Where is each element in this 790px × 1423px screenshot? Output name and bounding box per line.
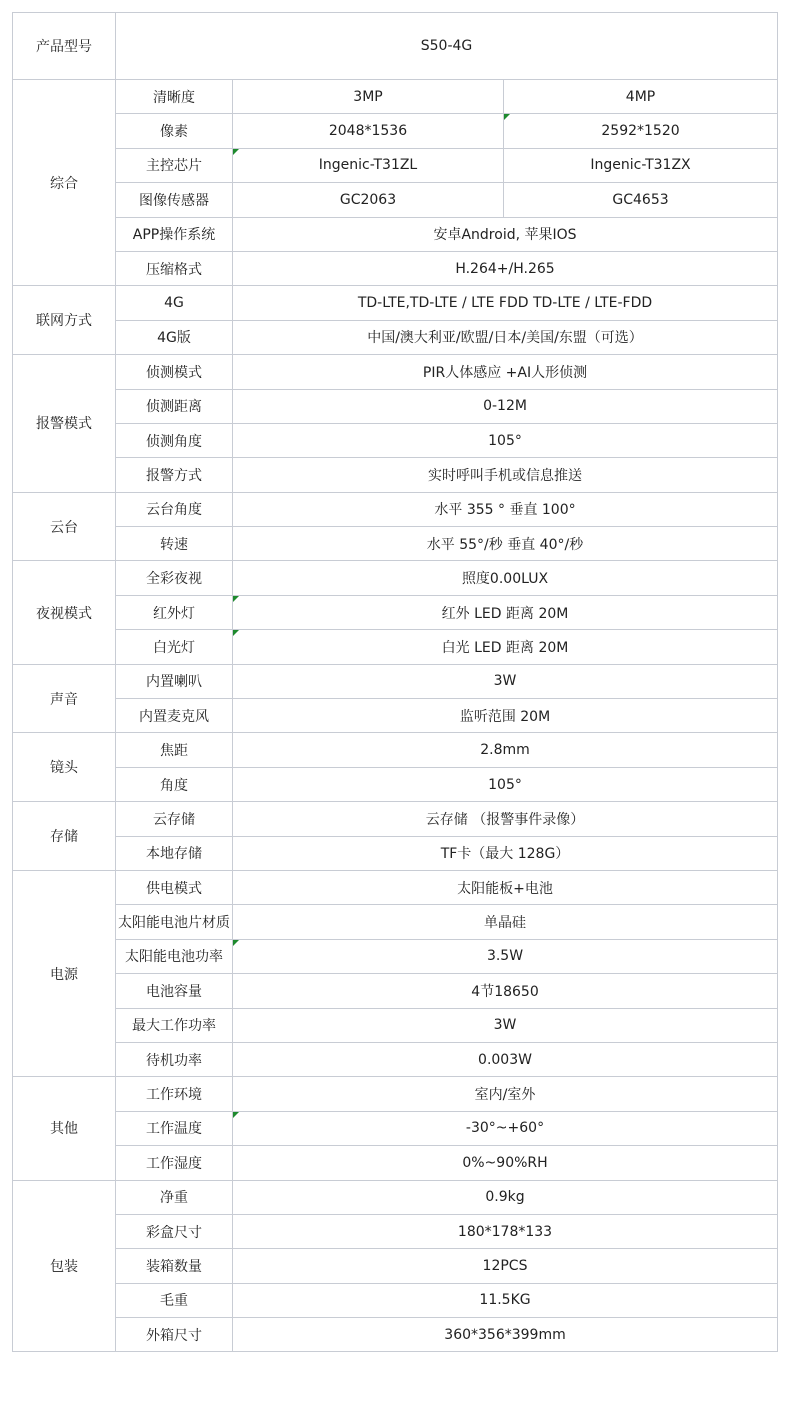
spec-row: [13, 355, 778, 389]
spec-value: 2592*1520: [504, 114, 778, 148]
spec-row: [13, 630, 778, 664]
spec-row: [13, 527, 778, 561]
spec-value: 照度0.00LUX: [233, 561, 778, 595]
spec-row: [13, 1008, 778, 1042]
spec-value: 0-12M: [233, 389, 778, 423]
spec-value: 实时呼叫手机或信息推送: [233, 458, 778, 492]
spec-row: [13, 492, 778, 526]
spec-label: 报警方式: [116, 458, 233, 492]
section-category: 夜视模式: [13, 561, 116, 664]
spec-value: 安卓Android, 苹果IOS: [233, 217, 778, 251]
spec-value: 太阳能板+电池: [233, 870, 778, 904]
spec-value: H.264+/H.265: [233, 251, 778, 285]
spec-label: 角度: [116, 767, 233, 801]
model-value: S50-4G: [116, 13, 778, 80]
spec-row: [13, 1249, 778, 1283]
spec-row: [13, 286, 778, 320]
spec-label: 图像传感器: [116, 183, 233, 217]
spec-row: [13, 458, 778, 492]
spec-value: 4MP: [504, 80, 778, 114]
spec-row: [13, 114, 778, 148]
spec-row: [13, 939, 778, 973]
spec-row: [13, 767, 778, 801]
spec-row: [13, 561, 778, 595]
spec-row: [13, 251, 778, 285]
spec-value: 105°: [233, 423, 778, 457]
spec-label: 像素: [116, 114, 233, 148]
spec-value: TD-LTE,TD-LTE / LTE FDD TD-LTE / LTE-FDD: [233, 286, 778, 320]
section-category: 电源: [13, 870, 116, 1076]
spec-row: [13, 836, 778, 870]
spec-row: [13, 1318, 778, 1352]
spec-row: [13, 423, 778, 457]
spec-row: [13, 217, 778, 251]
section-category: 包装: [13, 1180, 116, 1352]
spec-value: 12PCS: [233, 1249, 778, 1283]
spec-label: 彩盒尺寸: [116, 1214, 233, 1248]
section-category: 存储: [13, 802, 116, 871]
section-category: 其他: [13, 1077, 116, 1180]
spec-label: 供电模式: [116, 870, 233, 904]
spec-value: 监听范围 20M: [233, 699, 778, 733]
spec-label: 侦测距离: [116, 389, 233, 423]
spec-label: 毛重: [116, 1283, 233, 1317]
spec-value: 3.5W: [233, 939, 778, 973]
spec-value: -30°~+60°: [233, 1111, 778, 1145]
spec-value: 2.8mm: [233, 733, 778, 767]
spec-label: 外箱尺寸: [116, 1318, 233, 1352]
spec-label: 最大工作功率: [116, 1008, 233, 1042]
spec-value: 0.9kg: [233, 1180, 778, 1214]
spec-value: 云存储 （报警事件录像）: [233, 802, 778, 836]
spec-row: [13, 699, 778, 733]
spec-label: 太阳能电池功率: [116, 939, 233, 973]
spec-value: 单晶硅: [233, 905, 778, 939]
spec-value: 水平 355 ° 垂直 100°: [233, 492, 778, 526]
spec-label: 净重: [116, 1180, 233, 1214]
spec-label: 工作湿度: [116, 1146, 233, 1180]
spec-value: 360*356*399mm: [233, 1318, 778, 1352]
spec-row: [13, 733, 778, 767]
spec-label: 全彩夜视: [116, 561, 233, 595]
spec-row: [13, 1042, 778, 1076]
spec-value: PIR人体感应 +AI人形侦测: [233, 355, 778, 389]
spec-row: [13, 1180, 778, 1214]
spec-row: [13, 1214, 778, 1248]
spec-value: 水平 55°/秒 垂直 40°/秒: [233, 527, 778, 561]
spec-label: 红外灯: [116, 595, 233, 629]
spec-row: [13, 664, 778, 698]
spec-row: [13, 595, 778, 629]
spec-label: 待机功率: [116, 1042, 233, 1076]
spec-value: 红外 LED 距离 20M: [233, 595, 778, 629]
spec-value: GC2063: [233, 183, 504, 217]
spec-label: 工作温度: [116, 1111, 233, 1145]
spec-value: 180*178*133: [233, 1214, 778, 1248]
spec-value: Ingenic-T31ZX: [504, 148, 778, 182]
spec-label: 4G: [116, 286, 233, 320]
spec-value: 3W: [233, 1008, 778, 1042]
spec-row: [13, 1283, 778, 1317]
spec-label: 焦距: [116, 733, 233, 767]
spec-label: 内置麦克风: [116, 699, 233, 733]
spec-value: 中国/澳大利亚/欧盟/日本/美国/东盟（可选）: [233, 320, 778, 354]
spec-row: [13, 1111, 778, 1145]
spec-value: 2048*1536: [233, 114, 504, 148]
spec-label: 4G版: [116, 320, 233, 354]
spec-row: [13, 905, 778, 939]
section-category: 云台: [13, 492, 116, 561]
spec-label: 本地存储: [116, 836, 233, 870]
spec-row: [13, 148, 778, 182]
spec-label: APP操作系统: [116, 217, 233, 251]
section-category: 报警模式: [13, 355, 116, 493]
spec-value: Ingenic-T31ZL: [233, 148, 504, 182]
model-label: 产品型号: [13, 13, 116, 80]
spec-row: [13, 320, 778, 354]
model-row: [13, 13, 778, 80]
spec-label: 太阳能电池片材质: [116, 905, 233, 939]
spec-label: 内置喇叭: [116, 664, 233, 698]
spec-label: 侦测模式: [116, 355, 233, 389]
spec-label: 云存储: [116, 802, 233, 836]
spec-value: 0%~90%RH: [233, 1146, 778, 1180]
section-category: 联网方式: [13, 286, 116, 355]
spec-label: 装箱数量: [116, 1249, 233, 1283]
spec-row: [13, 802, 778, 836]
spec-label: 清晰度: [116, 80, 233, 114]
section-category: 综合: [13, 80, 116, 286]
spec-label: 电池容量: [116, 974, 233, 1008]
spec-row: [13, 974, 778, 1008]
spec-label: 白光灯: [116, 630, 233, 664]
spec-value: 3MP: [233, 80, 504, 114]
section-category: 镜头: [13, 733, 116, 802]
section-category: 声音: [13, 664, 116, 733]
spec-value: 0.003W: [233, 1042, 778, 1076]
spec-value: 4节18650: [233, 974, 778, 1008]
spec-label: 云台角度: [116, 492, 233, 526]
spec-table-body: [13, 13, 778, 1352]
spec-label: 主控芯片: [116, 148, 233, 182]
spec-row: [13, 183, 778, 217]
spec-row: [13, 1077, 778, 1111]
spec-row: [13, 1146, 778, 1180]
spec-label: 转速: [116, 527, 233, 561]
spec-value: 3W: [233, 664, 778, 698]
spec-table: [12, 12, 778, 1352]
spec-label: 侦测角度: [116, 423, 233, 457]
spec-value: GC4653: [504, 183, 778, 217]
spec-row: [13, 870, 778, 904]
spec-label: 工作环境: [116, 1077, 233, 1111]
spec-value: 白光 LED 距离 20M: [233, 630, 778, 664]
spec-value: 11.5KG: [233, 1283, 778, 1317]
spec-value: 室内/室外: [233, 1077, 778, 1111]
spec-value: TF卡（最大 128G）: [233, 836, 778, 870]
spec-row: [13, 80, 778, 114]
spec-label: 压缩格式: [116, 251, 233, 285]
spec-row: [13, 389, 778, 423]
spec-value: 105°: [233, 767, 778, 801]
